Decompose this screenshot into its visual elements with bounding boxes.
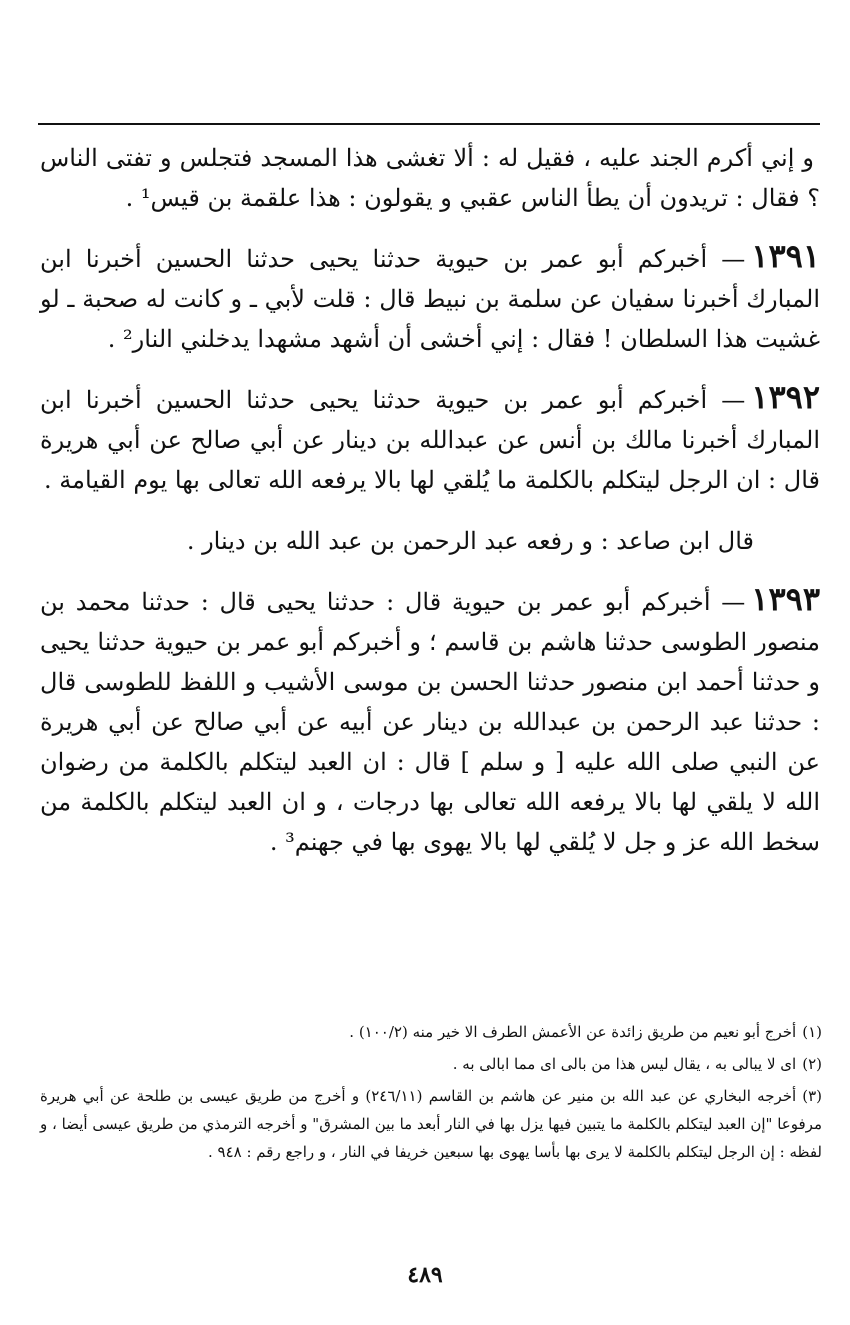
footnote-2: [40, 1050, 822, 1078]
footnote-3: [40, 1082, 822, 1166]
paragraph-continuation: [40, 135, 820, 218]
footnote-text: اى لا يبالى به ، يقال ليس هذا من بالى اى مما ابالى به .: [452, 1055, 797, 1073]
footnote-mark: (٣): [802, 1087, 822, 1105]
main-text: [40, 135, 820, 880]
hadith-number: ١٣٩٢: [751, 378, 820, 416]
hadith-1393: [40, 579, 820, 862]
footnote-1: [40, 1018, 822, 1046]
paragraph-text: — أخبركم أبو عمر بن حيوية قال : حدثنا يحيى قال : حدثنا محمد بن منصور الطوسى حدثنا هاشم بن قاسم ؛ و أخبركم أبو عمر بن حيوية حدثنا يحيى و حدثنا أحمد ابن منصور حدثنا الحسن بن موسى الأشيب و اللفظ للطوسى قال : حدثنا عبد الرحمن بن عبدالله بن دينار عن أبيه عن أبي صالح عن أبي هريرة عن النبي صلى الله عليه [ و سلم ] قال : ان العبد ليتكلم بالكلمة من رضوان الله لا يلقي لها بالا يرفعه الله تعالى بها درجات ، و ان العبد ليتكلم بالكلمة من سخط الله عز و جل لا يُلقي لها بالا يهوى بها في جهنم³ .: [40, 588, 820, 856]
hadith-1392: [40, 377, 820, 500]
footnote-text: أخرجه البخاري عن عبد الله بن منير عن هاشم بن القاسم (٢٤٦/١١) و أخرج من طريق عيسى بن طلحة عن أبي هريرة مرفوعا "إن العبد ليتكلم بالكلمة ما يتبين فيها يزل بها في النار أبعد ما بين المشرق" و أخرجه الترمذي من طريق عيسى أيضا ، و لفظه : إن الرجل ليتكلم بالكلمة لا يرى بها بأسا يهوى بها سبعين خريفا في النار ، و راجع رقم : ٩٤٨ .: [40, 1087, 822, 1161]
paragraph-text: — أخبركم أبو عمر بن حيوية حدثنا يحيى حدثنا الحسين أخبرنا ابن المبارك أخبرنا سفيان عن سلمة بن نبيط قال : قلت لأبي ـ و كانت له صحبة ـ لو غشيت هذا السلطان ! فقال : إني أخشى أن أشهد مشهدا يدخلني النار² .: [40, 245, 820, 353]
footnote-mark: (٢): [802, 1055, 822, 1073]
footnote-mark: (١): [802, 1023, 822, 1041]
hadith-number: ١٣٩١: [751, 237, 820, 275]
paragraph-text: و إني أكرم الجند عليه ، فقيل له : ألا تغشى هذا المسجد فتجلس و تفتى الناس ؟ فقال : تريدون أن يطأ الناس عقبي و يقولون : هذا علقمة بن قيس¹ .: [40, 144, 820, 212]
footnotes: [40, 1018, 822, 1170]
hadith-1391: [40, 236, 820, 359]
hadith-number: ١٣٩٣: [751, 580, 820, 618]
top-rule: [38, 123, 820, 125]
narrator-note: [40, 518, 820, 561]
footnote-text: أخرج أبو نعيم من طريق زائدة عن الأعمش الطرف الا خير منه (١٠٠/٢) .: [349, 1023, 797, 1041]
paragraph-text: — أخبركم أبو عمر بن حيوية حدثنا يحيى حدثنا الحسين أخبرنا ابن المبارك أخبرنا مالك بن أنس عن عبدالله بن دينار عن أبي صالح عن أبي هريرة قال : ان الرجل ليتكلم بالكلمة ما يُلقي لها بالا يرفعه الله تعالى بها يوم القيامة .: [40, 386, 820, 494]
paragraph-text: قال ابن صاعد : و رفعه عبد الرحمن بن عبد الله بن دينار .: [186, 527, 754, 555]
page-number: ٤٨٩: [407, 1262, 443, 1288]
